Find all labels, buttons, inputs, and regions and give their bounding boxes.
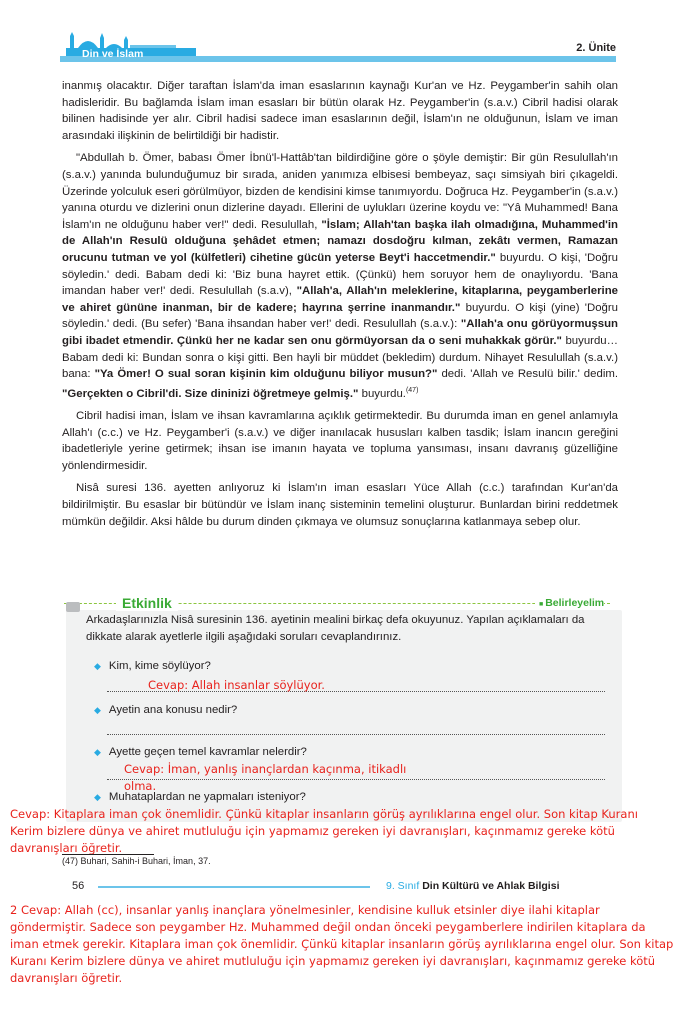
- bullet-icon: ◆: [94, 747, 101, 757]
- answer-line-2: [107, 733, 605, 735]
- question-4: ◆ Muhataplardan ne yapmaları isteniyor?: [94, 791, 306, 803]
- paragraph-4: Nisâ suresi 136. ayetten anlıyoruz ki İslam'ın iman esasları Yüce Allah (c.c.) tarafından Kur'an'da bildirilmiştir. Bu esaslar bir bütündür ve İslam inanç sisteminin temelini oluşturur. Bunlardan birini reddetmek mümkün değildir. Aksi hâlde bu durum dinden çıkmaya ve olumsuz sonuçlarına katlanmaya sebep olur.: [62, 482, 618, 528]
- activity-tag: ■ Belirleyelim: [535, 597, 604, 609]
- handwritten-answer-4: Cevap: Kitaplara iman çok önemlidir. Çünkü kitaplar insanların görüş ayrılıklarına engel olur. Son kitap Kuranı Kerim bizlere dünya ve ahiret mutluluğu için yapmamız gereken iyi davranışları, kaçınmamız gereke kötü davranışları öğretir.: [10, 807, 638, 855]
- header-unit-number: 2. Ünite: [576, 42, 616, 54]
- book-title: 9. Sınıf Din Kültürü ve Ahlak Bilgisi: [386, 880, 560, 892]
- paragraph-1: inanmış olacaktır. Diğer taraftan İslam'da iman esaslarının kaynağı Kur'an ve Hz. Peygamber'in sahih olan hadisleridir. Bu bağlamda İslam iman esasları bir bütün olarak Hz. Peygamber'in (s.a.v.) Cibril hadisi olarak bilinen hadisinde yer alır. Cibril hadisi sadece iman esaslarının değil, İslam'ın ne olduğunun, İslam ve iman arasındaki ilişkinin de belirtildiği bir hadistir.: [62, 80, 618, 142]
- footnote: (47) Buhari, Sahih-i Buhari, İman, 37.: [62, 856, 211, 866]
- paragraph-3: Cibril hadisi iman, İslam ve ihsan kavramlarına açıklık getirmektedir. Bu durumda iman en genel anlamıyla Allah'ı (c.c.) ve Hz. Peygamber'i (s.a.v.) ve diğer inanılacak hususları kalben tasdik; İslam inancın gereğini ibadetleriyle yerine getirmek; ihsan ise imanın hayata ve topluma yansıması, insanı davranış güzelliğine yönlendirmesidir.: [62, 410, 618, 472]
- body-text: [62, 78, 618, 532]
- question-3: ◆ Ayette geçen temel kavramlar nelerdir?: [94, 746, 307, 758]
- footnote-ref: (47): [405, 386, 419, 394]
- handwritten-answer-1: Cevap: Allah insanlar söylüyor.: [148, 678, 325, 692]
- handwritten-answer-2: 2 Cevap: Allah (cc), insanlar yanlış inançlara yönelmesinler, kendisine kulluk etsinler diye ilahi kitaplar göndermiştir. Sadece son peygamber Hz. Muhammed değil ondan önceki peygamberlere indirilen kitaplara da iman etmek gerekir. Kitaplara iman çok önemlidir. Çünkü kitaplar insanların görüş ayrılıklarına engel olur. Son kitap Kuranı Kerim bizlere dünya ve ahiret mutluluğu için yapmamız gereken iyi davranışları, kaçınmamız gereke kötü davranışları öğretir.: [10, 903, 674, 985]
- question-2: ◆ Ayetin ana konusu nedir?: [94, 704, 238, 716]
- hadith-paragraph: "Abdullah b. Ömer, babası Ömer İbnü'l-Hattâb'tan bildirdiğine göre o şöyle demiştir: Bir gün Resulullah'ın (s.a.v.) yanında bulunduğumuz bir sırada, aniden yanımıza elbisesi bembeyaz, saçı simsiyah biri çıkageldi. Üzerinde yolculuk eseri görülmüyor, bizden de kendisini kimse tanımıyordu. Doğruca Hz. Peygamber'in (s.a.v.) yanına oturdu ve dizlerini onun dizlerine dayadı. Ellerini de uylukları üzerine koydu ve: "Yâ Muhammed! Bana İslam'ın ne olduğunu haber ver!" dedi. Resulullah, "İslam; Allah'tan başka ilah olmadığına, Muhammed'in de Allah'ın Resulü olduğuna şehâdet etmen; namazı dosdoğru kılman, zekâtı vermen, Ramazan orucunu tutman ve yol (külfetleri) cihetine gücün yeterse Beyt'i haccetmendir." buyurdu. O kişi, 'Doğru söyledin.' dedi. Babam dedi ki: 'Biz buna hayret ettik. (Çünkü) hem soruyor hem de onaylıyordu. 'Bana imandan haber ver!' dedi. Resulullah (s.a.v), "Allah'a, Allah'ın meleklerine, kitaplarına, peygamberlerine ve ahiret gününe inanman, bir de kadere; hayrına şerrine inanmandır." buyurdu. O kişi (yine) 'Doğru söyledin.' dedi. (Bu sefer) 'Bana ihsandan haber ver!' dedi. Resulullah (s.a.v.): "Allah'a onu görüyormuşsun gibi ibadet etmendir. Çünkü her ne kadar sen onu görmüyorsan da o seni muhakkak görür." buyurdu… Babam dedi ki: Bundan sonra o kişi gitti. Ben hayli bir müddet (bekledim) durdum. Nihayet Resulullah (s.a.v.) bana: "Ya Ömer! O sual soran kişinin kim olduğunu biliyor musun?" dedi. 'Allah ve Resulü bilir.' dedim. "Gerçekten o Cibril'di. Size dininizi öğretmeye gelmiş." buyurdu.$^{(47)}$: [62, 152, 619, 400]
- header-bar: [60, 56, 616, 62]
- activity-intro: Arkadaşlarınızla Nisâ suresinin 136. ayetinin mealini birkaç defa okuyunuz. Yapılan açıklamaları da dikkate alarak ayetlerle ilgili aşağıdaki soruları cevaplandırınız.: [86, 614, 585, 643]
- handwritten-answer-3: Cevap: İman, yanlış inançlardan kaçınma, itikadlı olma.: [124, 762, 407, 793]
- bullet-icon: ◆: [94, 792, 101, 802]
- page-number: 56: [72, 880, 85, 892]
- footer-line: [98, 886, 370, 888]
- bullet-icon: ◆: [94, 661, 101, 671]
- header-unit-topic: Din ve İslam: [82, 48, 144, 60]
- footnote-divider: [62, 854, 154, 855]
- bullet-icon: ◆: [94, 705, 101, 715]
- question-1: ◆ Kim, kime söylüyor?: [94, 660, 211, 672]
- activity-title: Etkinlik: [116, 595, 178, 611]
- answer-line-3: [107, 778, 605, 780]
- pin-icon: [66, 602, 80, 612]
